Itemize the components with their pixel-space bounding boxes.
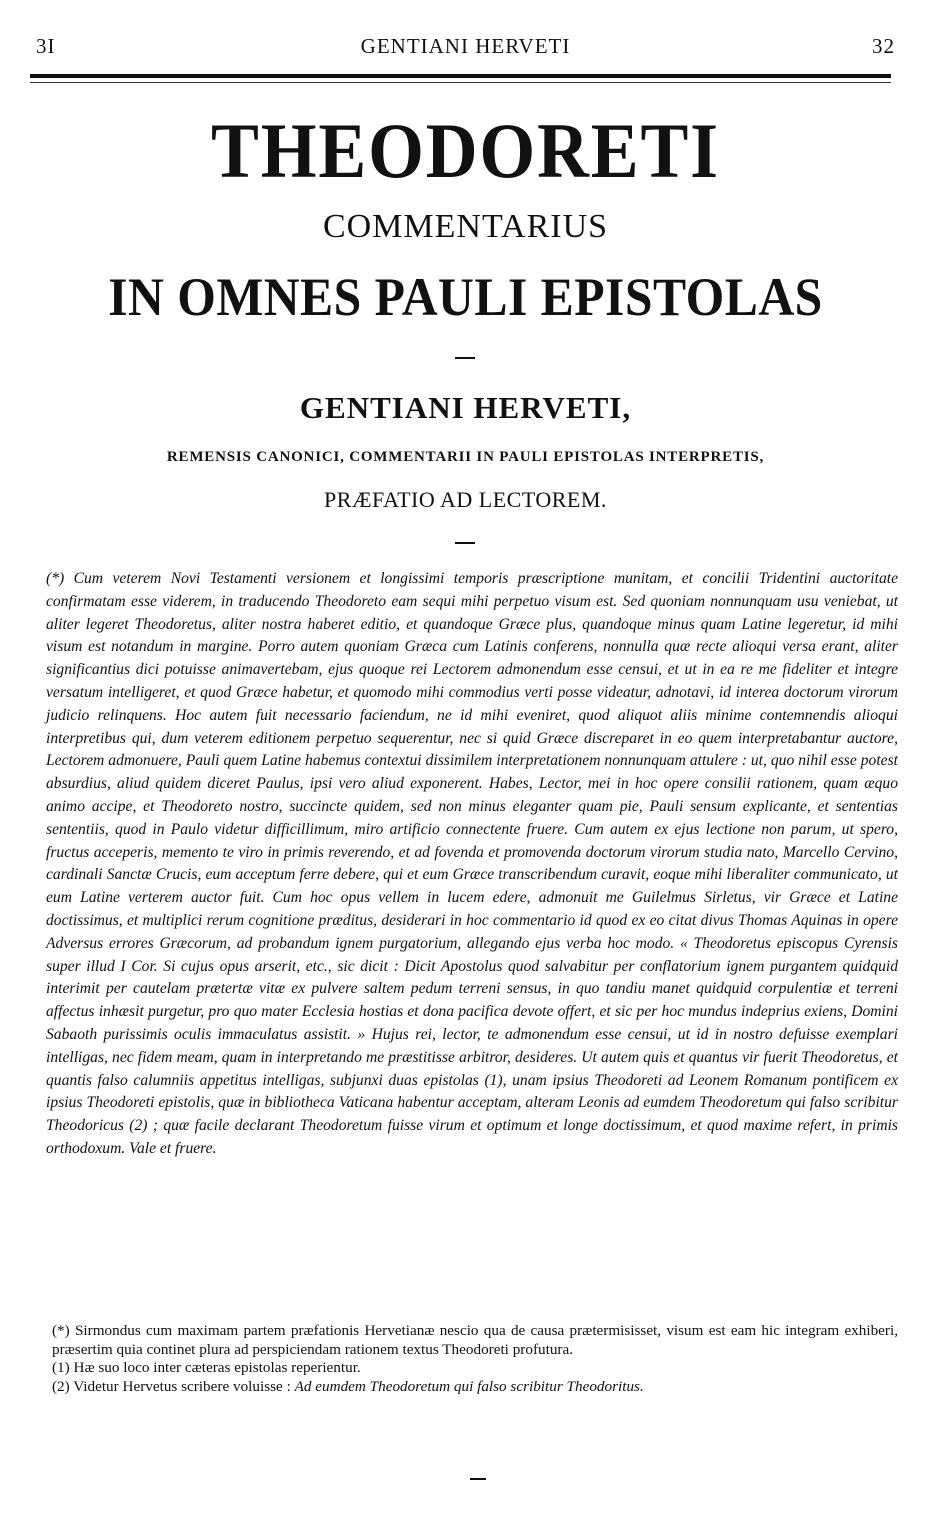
author-description: REMENSIS CANONICI, COMMENTARII IN PAULI EPISTOLAS INTERPRETIS, <box>166 449 765 465</box>
footnote-star: (*) Sirmondus cum maximam partem præfationis Hervetianæ nescio qua de causa prætermisisset, visum est eam hic integram exhiberi, præsertim quia continet plura ad perspiciendam rationem textus Theodoreti profutura. <box>52 1322 898 1358</box>
title-main: THEODORETI <box>211 107 720 194</box>
title-large: IN OMNES PAULI EPISTOLAS <box>108 267 823 327</box>
footnote-1: (1) Hæ suo loco inter cæteras epistolas reperientur. <box>52 1359 361 1377</box>
bottom-dash <box>470 1478 486 1480</box>
footnotes <box>52 1322 898 1396</box>
page-number-left: 3I <box>36 34 56 58</box>
preface-title: PRÆFATIO AD LECTOREM. <box>324 487 607 512</box>
page-number-right: 32 <box>872 34 895 58</box>
running-title: GENTIANI HERVETI <box>360 34 571 58</box>
footnote-2 <box>52 1378 898 1397</box>
running-head <box>36 34 895 64</box>
separator-dash <box>455 542 475 544</box>
footnote-2-text: (2) Videtur Hervetus scribere voluisse : <box>52 1377 295 1395</box>
author-name: GENTIANI HERVETI, <box>299 390 632 425</box>
preface-body: (*) Cum veterem Novi Testamenti versionem et longissimi temporis præscriptione munitam, et concilii Tridentini auctoritate confirmatam esse viderem, in traducendo Theodoreto eam sequi mihi perpetuo visum est. Sed quoniam nonnunquam usu veniebat, ut aliter legeret Theodoretus, aliter nostra haberet editio, et quandoque Græce plus, quandoque minus quam Latine legeretur, id mihi visum est notandum in margine. Porro autem quoniam Græca cum Latinis conferens, nonnulla quæ recte alioqui versa erant, aliter significantius dici potuisse animavertebam, ejus quoque rei Lectorem admonendum esse censui, et ut in ea re me fideliter et integre versatum intelligeret, et quod Græce habetur, et quomodo mihi commodius verti posse videatur, adnotavi, id interea doctorum virorum judicio relinquens. Hoc autem fuit necessario faciendum, ne id mihi eveniret, quod aliquot aliis minime contemnendis alioqui interpretibus qui, dum veterem editionem perpetuo sequerentur, nec si quid Græce discreparet in eo quem interpretabantur auctore, Lectorem admonuere, Pauli quem Latine habemus contextui dissimilem interpretationem nonnunquam attulere : ut, quo nihil esse potest absurdius, aliud quidem diceret Paulus, ipsi vero aliud exponerent. Habes, Lector, mei in hoc opere consilii rationem, quam æquo animo accipe, et Theodoreto nostro, succincte quidem, sed non minus eleganter quam pie, Pauli sensum explicante, et sententias sententiis, quod in Paulo videtur difficillimum, miro artificio connectente fruere. Cum autem ex ejus lectione non parum, ut spero, fructus acceperis, memento te viro in primis reverendo, et ad fovenda et promovenda doctorum virorum studia nato, Marcello Cervino, cardinali Sanctæ Crucis, eum acceptum ferre debere, qui et eum Græce transcribendum curavit, eoque mihi liberaliter communicato, ut eum Latine verterem auctor fuit. Cum hoc opus vellem in lucem edere, admonuit me Guilelmus Sirletus, vir Græce et Latine doctissimus, et multiplici rerum cognitione præditus, desiderari in hoc commentario id quod ex eo citat divus Thomas Aquinas in opere Adversus errores Græcorum, ad probandum ignem purgatorium, allegando ejus verba hoc modo. « Theodoretus episcopus Cyrensis super illud I Cor. Si cujus opus arserit, etc., sic dicit : Dicit Apostolus quod salvabitur per conflatorium ignem purgantem quidquid interimit per cautelam prætertæ vitæ ex pulvere saltem pedum terreni sensus, in quo tandiu manet quidquid corpulentiæ et terreni affectus inhæsit purgetur, pro quo mater Ecclesia hostias et dona pacifica devote offert, et sic per hoc mundus indeprius exiens, Domini Sabaoth purissimis oculis immaculatus assistit. » Hujus rei, lector, te admonendum esse censui, ut id in nostro defuisse exemplari intelligas, nec fidem meam, quam in interpretando me præstitisse arbitror, desideres. Ut autem quis et quantus vir fuerit Theodoretus, et quantis falso calumniis appetitus intelligas, subjunxi duas epistolas (1), unam ipsius Theodoreti ad Leonem Romanum pontificem ex ipsius Theodoreti epistolis, quæ in bibliotheca Vaticana habentur acceptam, alteram Leonis ad eumdem Theodoretum qui falso scribitur Theodoricus (2) ; quæ facile declarant Theodoretum fuisse virum et optimum et longe doctissimum, et quod maxime refert, in primis orthodoxum. Vale et fruere. <box>46 570 898 1157</box>
separator-dash <box>455 357 475 359</box>
header-rule <box>30 74 891 78</box>
title-sub: COMMENTARIUS <box>322 208 609 245</box>
header-rule-thin <box>30 82 891 83</box>
footnote-2-italic: Ad eumdem Theodoretum qui falso scribitur Theodoritus. <box>294 1377 644 1395</box>
